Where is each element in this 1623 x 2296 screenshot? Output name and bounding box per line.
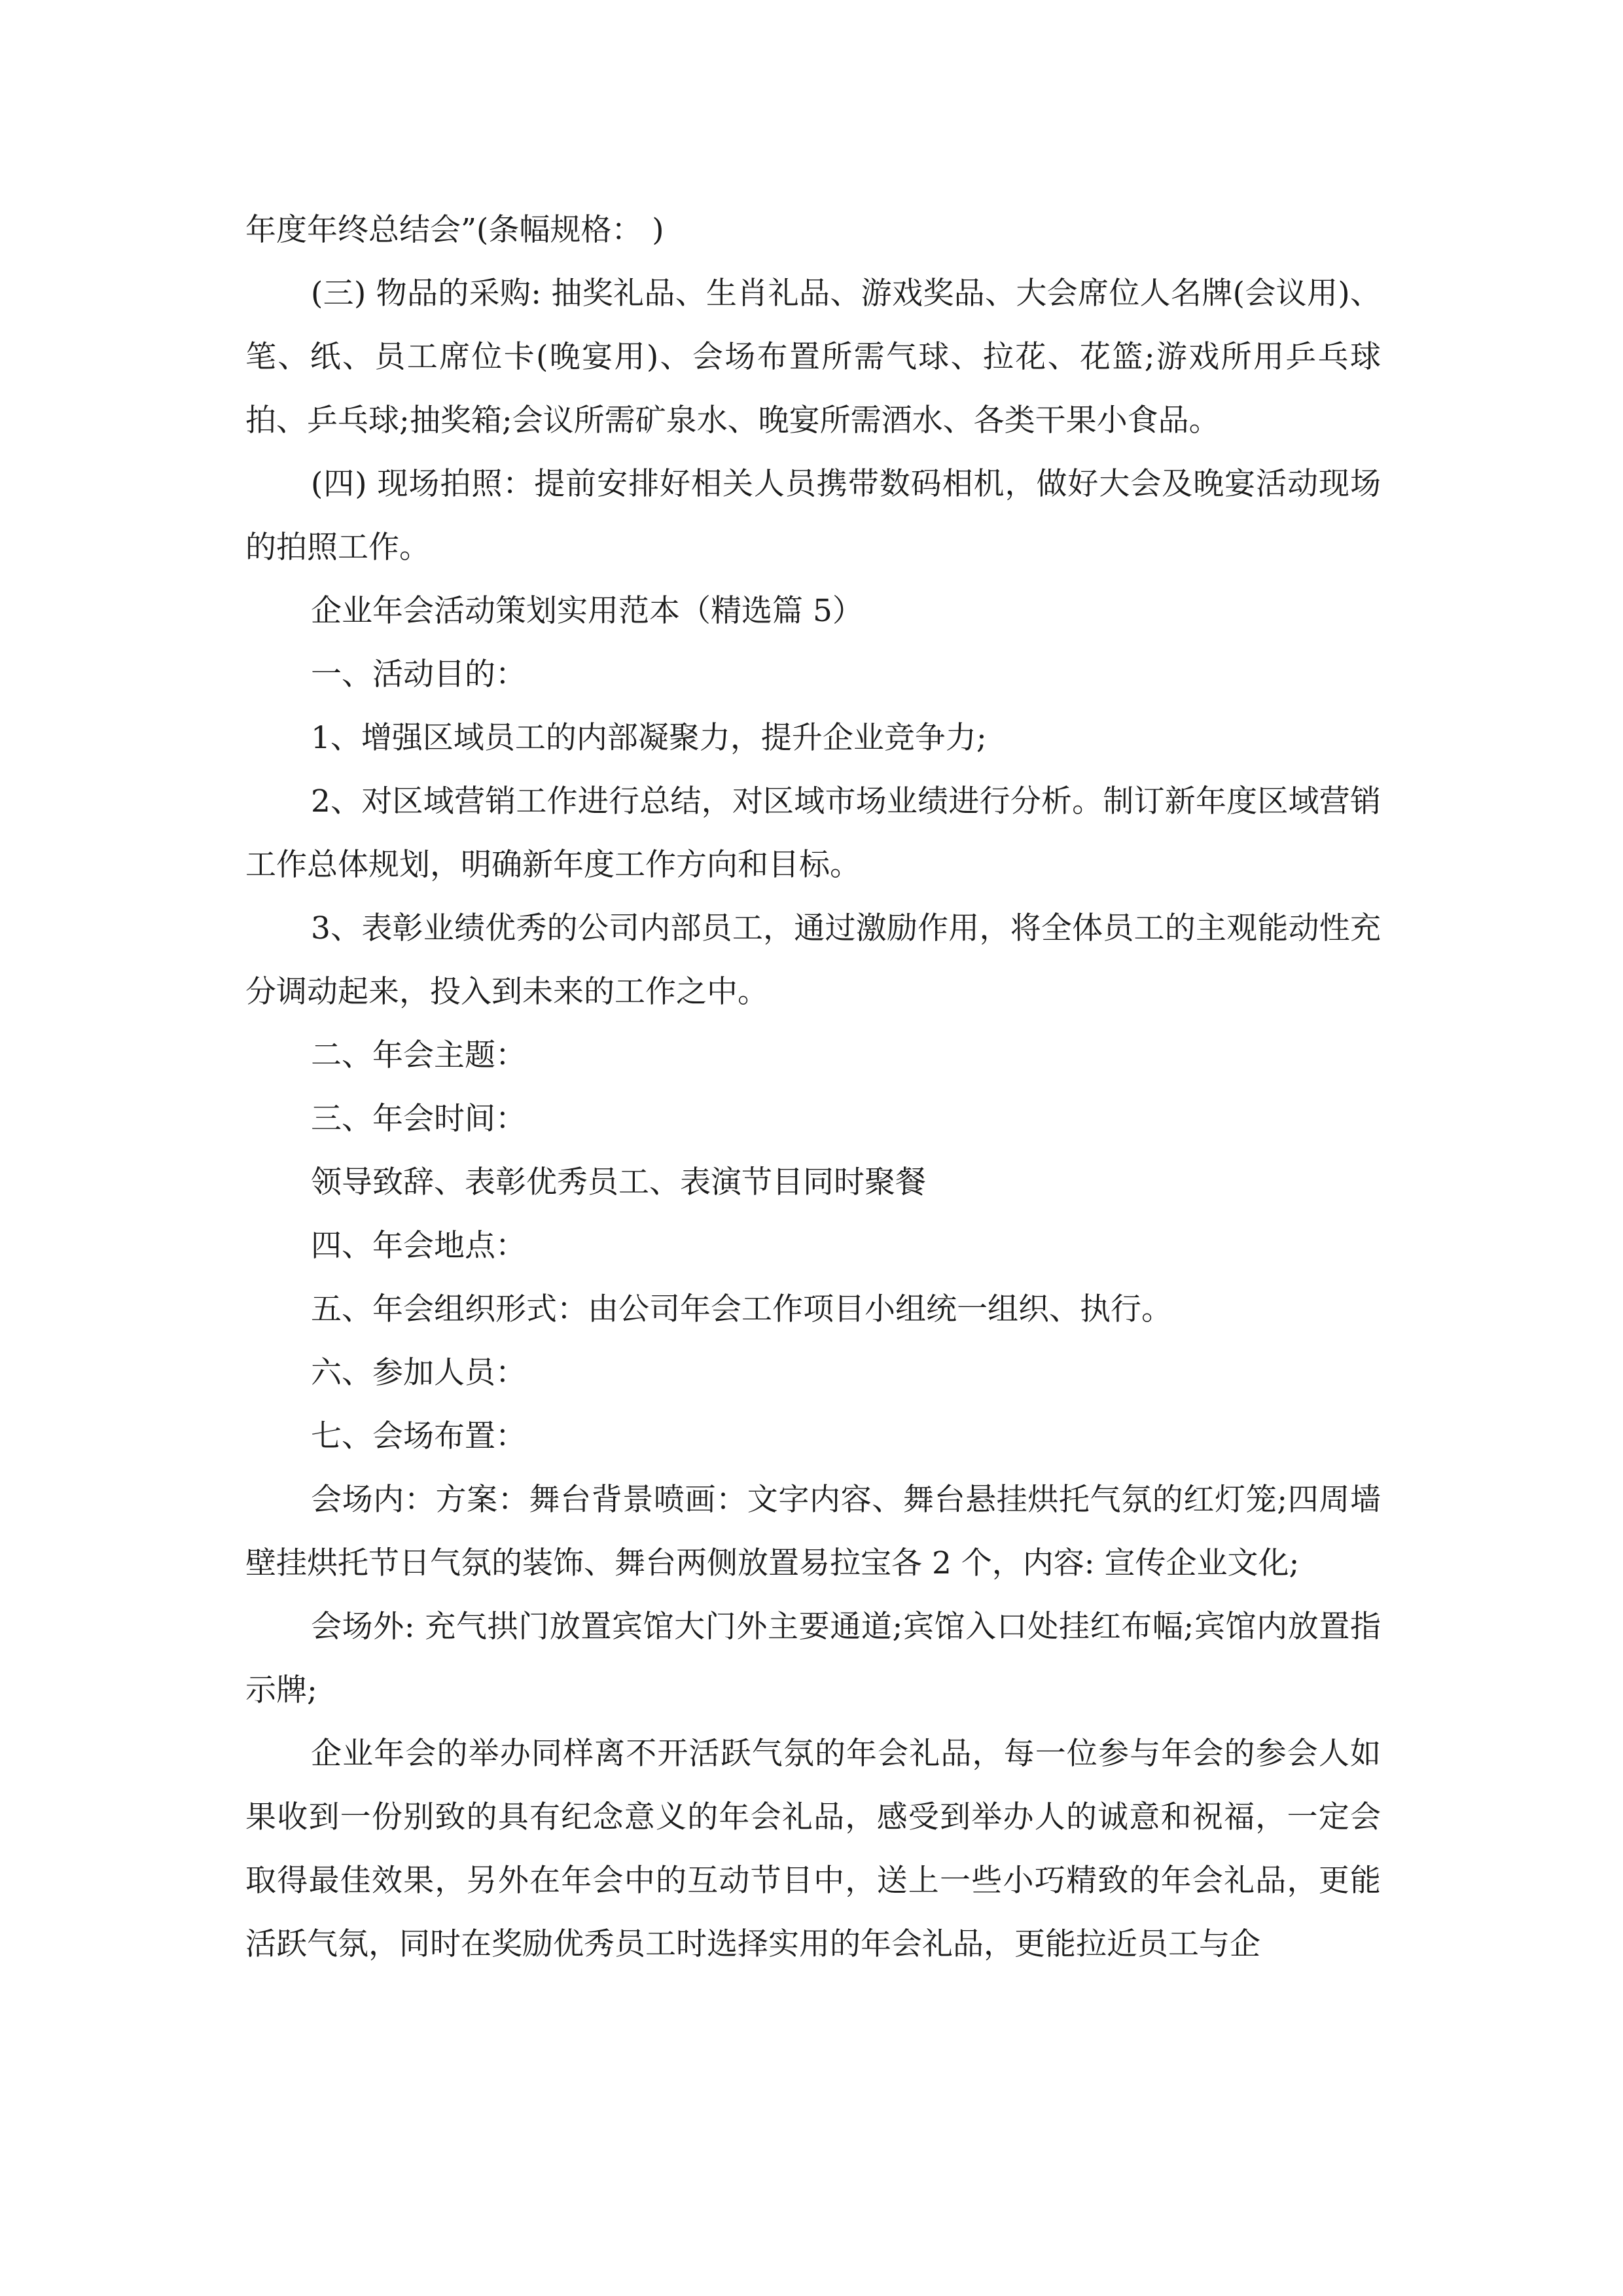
heading-location: 四、年会地点： xyxy=(311,1228,526,1264)
document-body xyxy=(245,198,1381,1976)
heading-purpose: 一、活动目的： xyxy=(311,656,526,692)
heading-participants: 六、参加人员： xyxy=(311,1355,526,1391)
heading-organization: 五、年会组织形式：由公司年会工作项目小组统一组织、执行。 xyxy=(311,1291,1172,1327)
paragraph-procurement: (三) 物品的采购: 抽奖礼品、生肖礼品、游戏奖品、大会席位人名牌(会议用)、笔、纸、员工席位卡(晚宴用)、会场布置所需气球、拉花、花篮;游戏所用乒乓球拍、乒乓球;抽奖箱;会议所需矿泉水、晚宴所需酒水、各类干果小食品。 xyxy=(245,276,1381,439)
paragraph-venue-inside: 会场内：方案：舞台背景喷画：文字内容、舞台悬挂烘托气氛的红灯笼;四周墙壁挂烘托节日气氛的装饰、舞台两侧放置易拉宝各 2 个，内容: 宣传企业文化; xyxy=(245,1482,1381,1581)
paragraph-photography: (四) 现场拍照：提前安排好相关人员携带数码相机，做好大会及晚宴活动现场的拍照工作。 xyxy=(245,466,1381,565)
paragraph-venue-outside: 会场外: 充气拱门放置宾馆大门外主要通道;宾馆入口处挂红布幅;宾馆内放置指示牌; xyxy=(245,1609,1381,1708)
heading-venue-layout: 七、会场布置： xyxy=(311,1418,526,1454)
heading-theme: 二、年会主题： xyxy=(311,1037,526,1073)
purpose-item-3: 3、表彰业绩优秀的公司内部员工，通过激励作用，将全体员工的主观能动性充分调动起来，投入到未来的工作之中。 xyxy=(245,910,1381,1010)
section-heading: 企业年会活动策划实用范本（精选篇 5） xyxy=(311,593,863,629)
purpose-item-1: 1、增强区域员工的内部凝聚力，提升企业竞争力; xyxy=(311,720,987,756)
program-line: 领导致辞、表彰优秀员工、表演节目同时聚餐 xyxy=(311,1164,926,1200)
purpose-item-2: 2、对区域营销工作进行总结，对区域市场业绩进行分析。制订新年度区域营销工作总体规划，明确新年度工作方向和目标。 xyxy=(245,783,1381,883)
paragraph-banner-spec: 年度年终总结会”(条幅规格： ) xyxy=(245,212,664,248)
paragraph-gifts: 企业年会的举办同样离不开活跃气氛的年会礼品，每一位参与年会的参会人如果收到一份别致的具有纪念意义的年会礼品，感受到举办人的诚意和祝福，一定会取得最佳效果，另外在年会中的互动节目中，送上一些小巧精致的年会礼品，更能活跃气氛，同时在奖励优秀员工时选择实用的年会礼品，更能拉近员工与企 xyxy=(245,1736,1381,1962)
heading-time: 三、年会时间： xyxy=(311,1101,526,1137)
